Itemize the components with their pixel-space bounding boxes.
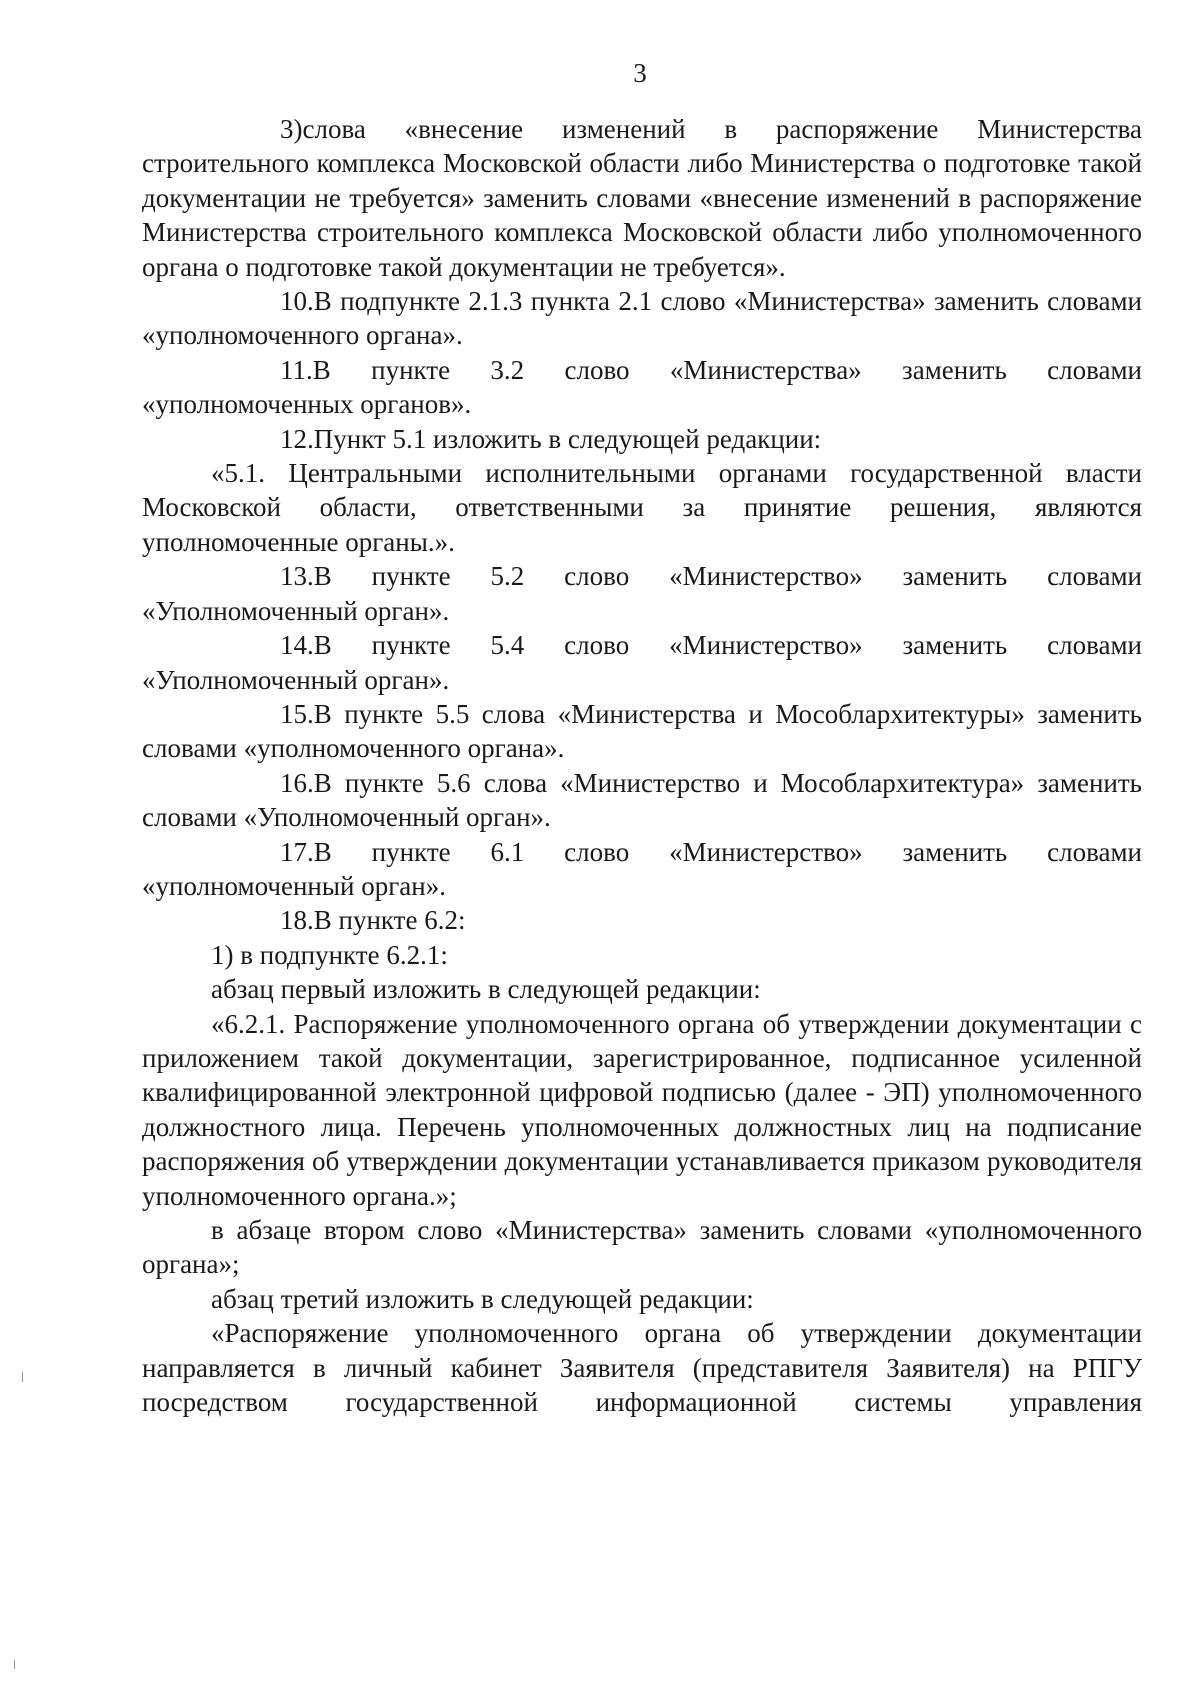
paragraph-11 [142, 353, 1142, 422]
paragraph-quote-5-1 [142, 456, 1142, 559]
scan-margin-mark [22, 1372, 23, 1382]
paragraph-text: абзац первый изложить в следующей редакции: [211, 974, 761, 1005]
paragraph-18 [142, 903, 1142, 937]
paragraph-number: 17. [280, 836, 314, 867]
page-number: 3 [633, 58, 647, 88]
paragraph-text: «5.1. Центральными исполнительными органами государственной власти Московской области, ответственными за принятие решения, являются уполномоченные органы.». [142, 458, 1142, 557]
paragraph-number: 15. [280, 698, 314, 729]
paragraph-text: В пункте 5.6 слова «Министерство и Мособлархитектура» заменить словами «Уполномоченный орган». [142, 767, 1142, 833]
document-body [142, 112, 1142, 1419]
paragraph-number: 11. [280, 354, 313, 385]
paragraph-number: 3) [280, 114, 303, 144]
paragraph-12 [142, 422, 1142, 456]
paragraph-text: В подпункте 2.1.3 пункта 2.1 слово «Министерства» заменить словами «уполномоченного органа». [142, 286, 1142, 351]
paragraph-subitem-1 [142, 938, 1142, 972]
paragraph-item-3 [142, 112, 1142, 284]
paragraph-number: 16. [280, 767, 314, 798]
paragraph-number: 13. [280, 561, 314, 592]
paragraph-17 [142, 835, 1142, 904]
paragraph-10 [142, 284, 1142, 353]
paragraph-quote-6-2-1 [142, 1007, 1142, 1213]
paragraph-quote-rasporyazhenie [142, 1316, 1142, 1419]
paragraph-text: В пункте 5.2 слово «Министерство» заменить словами «Уполномоченный орган». [142, 561, 1142, 626]
paragraph-number: 18. [280, 905, 314, 936]
paragraph-text: В пункте 6.2: [313, 905, 466, 936]
paragraph-number: 14. [280, 630, 314, 661]
paragraph-text: Пункт 5.1 изложить в следующей редакции: [313, 423, 822, 454]
paragraph-16 [142, 766, 1142, 835]
paragraph-text: В пункте 3.2 слово «Министерства» заменить словами «уполномоченных органов». [142, 354, 1142, 420]
paragraph-text: 1) в подпункте 6.2.1: [211, 939, 448, 970]
paragraph-number: 10. [280, 286, 314, 317]
paragraph-15 [142, 697, 1142, 766]
paragraph-abzac-first [142, 972, 1142, 1006]
paragraph-text: «Распоряжение уполномоченного органа об утверждении документации направляется в личный кабинет Заявителя (представителя Заявителя) на РПГУ посредством государственной информационной системы управления [142, 1318, 1142, 1418]
paragraph-number: 12. [280, 423, 314, 454]
paragraph-abzac-second [142, 1213, 1142, 1282]
paragraph-14 [142, 628, 1142, 697]
scan-margin-mark [14, 1660, 15, 1669]
paragraph-text: В пункте 5.5 слова «Министерства и Мособлархитектуры» заменить словами «уполномоченного органа». [142, 698, 1142, 764]
paragraph-text: абзац третий изложить в следующей редакции: [211, 1283, 754, 1314]
paragraph-abzac-third [142, 1282, 1142, 1316]
paragraph-text: В пункте 6.1 слово «Министерство» заменить словами «уполномоченный орган». [142, 836, 1142, 901]
paragraph-text: «6.2.1. Распоряжение уполномоченного органа об утверждении документации с приложением такой документации, зарегистрированное, подписанное усиленной квалифицированной электронной цифровой подписью (далее - ЭП) уполномоченного должностного лица. Перечень уполномоченных должностных лиц на подписание распоряжения об утверждении документации устанавливается приказом руководителя уполномоченного органа.»; [142, 1008, 1142, 1211]
paragraph-text: слова «внесение изменений в распоряжение Министерства строительного комплекса Московской области либо Министерства о подготовке такой документации не требуется» заменить словами «внесение изменений в распоряжение Министерства строительного комплекса Московской области либо уполномоченного органа о подготовке такой документации не требуется». [142, 114, 1142, 282]
paragraph-13 [142, 559, 1142, 628]
paragraph-text: в абзаце втором слово «Министерства» заменить словами «уполномоченного органа»; [142, 1215, 1142, 1280]
paragraph-text: В пункте 5.4 слово «Министерство» заменить словами «Уполномоченный орган». [142, 630, 1142, 695]
